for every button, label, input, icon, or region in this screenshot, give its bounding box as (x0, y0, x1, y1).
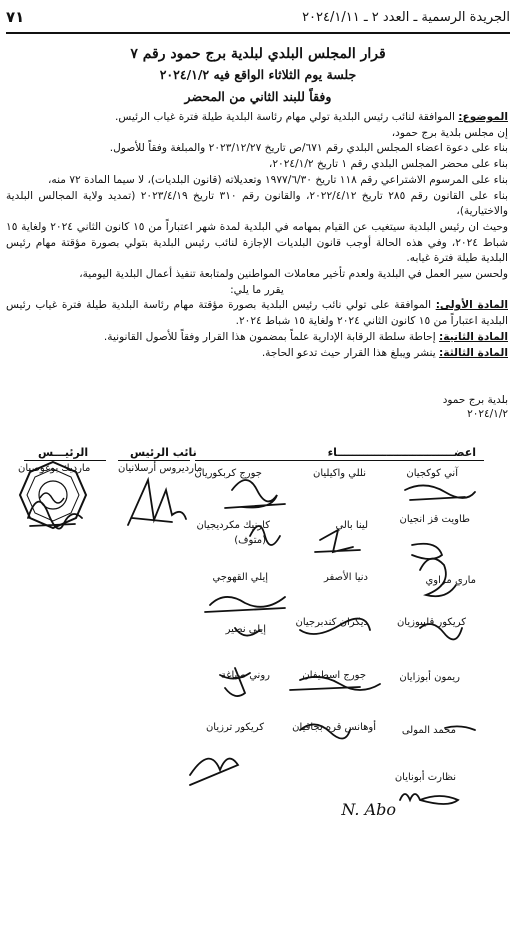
signature-member (420, 624, 462, 639)
member-name: كارنيك مكرديجيان (196, 520, 270, 531)
subject-text: الموافقة لنائب رئيس البلدية تولي مهام رئاسة البلدية طيلة فترة غياب الرئيس. (115, 111, 459, 123)
member-name: إيلي القهوجي (212, 572, 268, 583)
article-label: المادة الثانية: (439, 330, 508, 343)
members-heading: اعضـــــــــــــــــــــــــــــــاء (327, 446, 476, 459)
deputy-heading: نائب الرئيس (130, 446, 197, 459)
page-number: ٧١ (6, 8, 25, 26)
signature-member (315, 530, 360, 552)
article-text: إحاطة سلطة الرقابة الإدارية علماً بمضمون هذا القرار وفقاً للأصول القانونية. (103, 330, 440, 343)
member-name: جورج كربكوريان (194, 468, 262, 479)
article-3 (6, 346, 508, 362)
paragraph: إن مجلس بلدية برج حمود، (391, 126, 508, 139)
article-text: الموافقة على تولي نائب رئيس البلدية بصورة مؤقتة مهام رئاسة البلدية طيلة فترة غياب رئيس البلدية اعتباراً من ١٥ كانون الثاني ٢٠٢٤ ولغاية ١٥ شباط ٢٠٢٤. (6, 299, 508, 328)
signature-member (412, 544, 442, 559)
signature-member (190, 759, 238, 785)
handwritten-signatures (0, 470, 516, 830)
member-name: ماري مراوي (425, 575, 476, 586)
article-2 (6, 330, 508, 346)
signature-member (300, 619, 370, 634)
member-note: (متوف) (234, 535, 266, 546)
signature-member (420, 559, 456, 597)
member-name: محمد المولى (401, 725, 456, 736)
signature-member (445, 726, 475, 730)
signature-member (300, 724, 350, 738)
page-header (6, 8, 510, 30)
signature-member (405, 485, 475, 500)
place-date (443, 393, 508, 421)
member-name: جورج اسطيفان (302, 670, 366, 681)
members-rule (195, 460, 484, 461)
signature-text: N. Abo (341, 800, 396, 819)
signature-member (400, 794, 458, 804)
subject-paragraph (6, 110, 508, 126)
member-name: آني كوكجيان (406, 468, 458, 479)
place-date-value: ٢٠٢٤/١/٢ (467, 408, 508, 420)
member-name: لينا بالي (335, 520, 368, 531)
member-name: كريكور قليبوزيان (396, 617, 466, 628)
decision-body (6, 110, 508, 361)
signature-deputy (128, 480, 186, 525)
member-name: نللي واكيليان (312, 468, 366, 479)
deputy-rule (118, 460, 190, 461)
paragraph: بناء على المرسوم الاشتراعي رقم ١١٨ تاريخ ١٩٧٧/٦/٣٠ وتعديلاته (قانون البلديات)، لا سيما المادة ٧٢ منه، (48, 173, 508, 186)
paragraph: بناء على دعوة اعضاء المجلس البلدي رقم ٦٧١/ص تاريخ ٢٠٢٣/١٢/٢٧ والمبلغة وفقاً للأصول. (109, 142, 508, 155)
article-label: المادة الأولى: (435, 299, 508, 312)
signature-member (290, 677, 380, 690)
paragraph: وحيث ان رئيس البلدية سيتغيب عن القيام بمهامه في البلدية لمدة شهر اعتباراً من ١٥ كانون الثاني ٢٠٢٤ ولغاية ١٥ شباط ٢٠٢٤، وفي هذه الحالة أوجب قانون البلديات الإجازة لنائب رئيس البلدية بتولي بصورة مؤقتة مهام رئيس البلدية طيلة فترة غيابه. (6, 220, 509, 265)
member-name: إيلي نصير (225, 624, 266, 635)
signature-member (235, 628, 260, 636)
agenda-item-line: وفقاً للبند الثاني من المحضر (184, 89, 332, 104)
member-name: طاويت قز انجيان (399, 514, 470, 525)
deputy-name: ماردیروس أرسلانیان (118, 463, 203, 474)
member-name: نظارت أبونايان (394, 772, 456, 783)
article-text: ينشر ويبلغ هذا القرار حيث تدعو الحاجة. (261, 346, 440, 359)
signature-president (28, 502, 82, 529)
member-name: ريمون أبوزايان (399, 672, 460, 683)
president-name: ماردیك بوغوصیان (18, 463, 91, 474)
signature-member (250, 526, 280, 545)
header-rule (6, 32, 510, 34)
member-name: أوهانس قره بجاقيان (292, 722, 376, 733)
session-line: جلسة يوم الثلاثاء الواقع فيه ٢٠٢٤/١/٢ (159, 67, 357, 82)
member-name: روني صباغة (220, 670, 270, 681)
signature-member (220, 668, 250, 696)
paragraph: بناء على محضر المجلس البلدي رقم ١ تاريخ ٢٠٢٤/١/٢، (268, 158, 508, 171)
paragraph: بناء على القانون رقم ٢٨٥ تاريخ ٢٠٢٢/٤/١٢، والقانون رقم ٣١٠ تاريخ ٢٠٢٣/٤/١٩ (تمديد ولاية المجالس البلدية والاختيارية)، (6, 189, 508, 218)
member-name: دنيا الأصفر (323, 572, 368, 583)
member-name: ديكران كندبرجيان (295, 617, 368, 628)
president-heading: الرئيـــس (38, 446, 89, 459)
signature-member (205, 597, 285, 612)
article-label: المادة الثالثة: (439, 346, 508, 359)
article-1 (6, 298, 508, 329)
subject-label: الموضوع: (458, 111, 508, 123)
gazette-title: الجريدة الرسمية ـ العدد ٢ ـ ٢٠٢٤/١/١١ (302, 10, 510, 25)
member-name: كريكور ترزيان (205, 722, 264, 733)
decision-title: قرار المجلس البلدي لبلدية برج حمود رقم ٧ (130, 46, 386, 62)
place-name: بلدية برج حمود (442, 394, 508, 406)
resolves-line: يقرر ما يلي: (230, 283, 284, 296)
paragraph: ولحسن سير العمل في البلدية ولعدم تأخير معاملات المواطنين ولمتابعة تنفيذ أعمال البلدية اليومية، (79, 268, 508, 281)
signature-member (225, 480, 285, 508)
